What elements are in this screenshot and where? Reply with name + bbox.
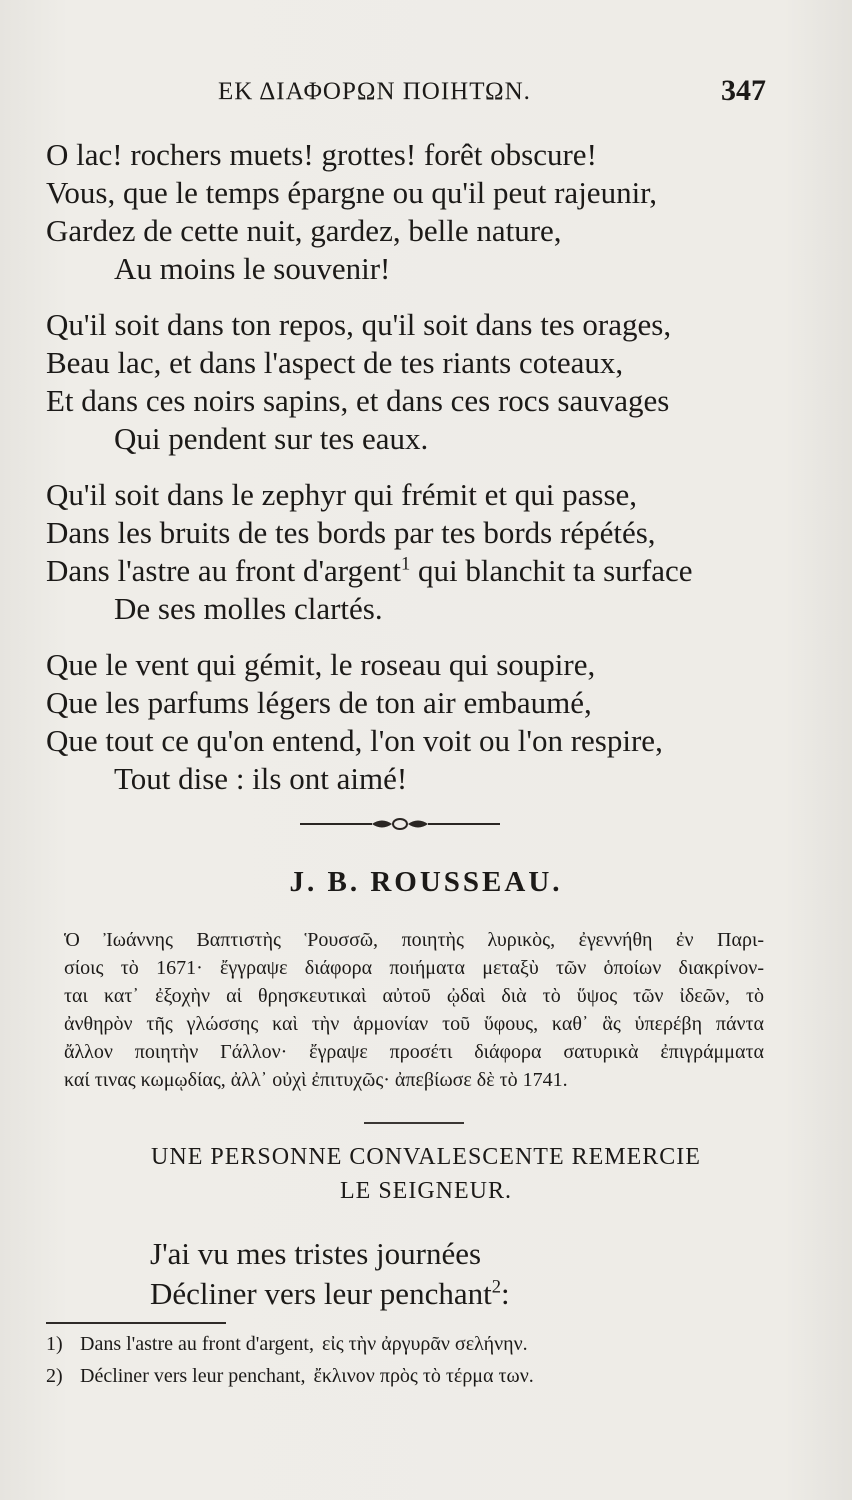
stanza-2 [46, 306, 766, 458]
biography-line: Ὁ Ἰωάννης Βαπτιστὴς Ῥουσσῶ, ποιητὴς λυρικὸς, ἐγεννήθη ἐν Παρι- [64, 929, 764, 951]
stanza-3 [46, 476, 766, 628]
footnote-translation: ἔκλινον πρὸς τὸ τέρμα των. [313, 1365, 534, 1387]
biography-line: ἀνθηρὸν τῆς γλώσσης καὶ τὴν ἁρμονίαν τοῦ ὕφους, καθ᾽ ἃς ὑπερέβη πάντα [64, 1013, 764, 1035]
verse-line: De ses molles clartés. [114, 591, 383, 626]
verse-line: Dans les bruits de tes bords par tes bords répétés, [46, 515, 656, 550]
stanza-1 [46, 136, 766, 288]
page-header [46, 74, 766, 112]
section-divider [364, 1122, 464, 1124]
verse-line: Qu'il soit dans ton repos, qu'il soit dans tes orages, [46, 307, 672, 342]
footnote [46, 1360, 786, 1392]
verse-line: Qu'il soit dans le zephyr qui frémit et qui passe, [46, 477, 638, 512]
biography-line: ται κατ᾽ ἐξοχὴν αἱ θρησκευτικαὶ αὐτοῦ ᾠδαὶ διὰ τὸ ὕψος τῶν ἰδεῶν, τὸ [64, 985, 764, 1007]
verse-line: Qui pendent sur tes eaux. [114, 421, 429, 456]
verse-line: O lac! rochers muets! grottes! forêt obscure! [46, 137, 597, 172]
verse-text: Décliner vers leur penchant [150, 1276, 492, 1311]
biography-line: ἄλλον ποιητὴν Γάλλον· ἔγραψε προσέτι διάφορα σατυρικὰ ἐπιγράμματα [64, 1041, 764, 1063]
verse-line-with-footnote [46, 552, 766, 590]
verse-line: Et dans ces noirs sapins, et dans ces rocs sauvages [46, 383, 670, 418]
running-title: ΕΚ ΔΙΑΦΟΡΩΝ ΠΟΙΗΤΩΝ. [218, 78, 531, 105]
footnote-marker: 2) [46, 1365, 63, 1387]
footnote-text: Dans l'astre au front d'argent, [80, 1333, 314, 1355]
verse-line-with-footnote [150, 1274, 510, 1314]
footnote-reference: 1 [400, 553, 411, 575]
author-biography [64, 926, 764, 1094]
author-heading: J. B. ROUSSEAU. [289, 866, 563, 898]
footnote-reference: 2 [491, 1276, 501, 1298]
verse-line: Gardez de cette nuit, gardez, belle nature, [46, 213, 562, 248]
stanza-4 [46, 646, 766, 798]
footnote-separator [46, 1322, 226, 1324]
verse-line: J'ai vu mes tristes journées [150, 1236, 482, 1271]
poem-le-lac [46, 136, 766, 816]
verse-text-tail: : [501, 1276, 510, 1311]
verse-line: Que tout ce qu'on entend, l'on voit ou l'on respire, [46, 723, 663, 758]
poem-title-line: LE SEIGNEUR. [340, 1178, 512, 1204]
ornamental-divider [300, 814, 500, 834]
page-number: 347 [721, 74, 766, 107]
footnote-marker: 1) [46, 1333, 63, 1355]
biography-line: καί τινας κωμῳδίας, ἀλλ᾽ οὐχὶ ἐπιτυχῶς· ἀπεβίωσε δὲ τὸ 1741. [64, 1069, 568, 1091]
biography-line: σίοις τὸ 1671· ἔγγραψε διάφορα ποιήματα μεταξὺ τῶν ὁποίων διακρίνον- [64, 957, 764, 979]
verse-line: Beau lac, et dans l'aspect de tes riants coteaux, [46, 345, 624, 380]
footnotes [46, 1328, 786, 1392]
verse-line: Vous, que le temps épargne ou qu'il peut rajeunir, [46, 175, 658, 210]
verse-text: Dans l'astre au front d'argent [46, 553, 401, 588]
verse-line: Que le vent qui gémit, le roseau qui soupire, [46, 647, 596, 682]
footnote-translation: εἰς τὴν ἀργυρᾶν σελήνην. [321, 1333, 528, 1355]
footnote-text: Décliner vers leur penchant, [80, 1365, 306, 1387]
verse-text-tail: qui blanchit ta surface [410, 553, 693, 588]
poem-title [0, 1140, 852, 1208]
verse-line: Au moins le souvenir! [114, 251, 391, 286]
verse-line: Que les parfums légers de ton air embaumé, [46, 685, 592, 720]
poem-convalescente [150, 1234, 510, 1314]
poem-title-line: UNE PERSONNE CONVALESCENTE REMERCIE [151, 1144, 701, 1170]
verse-line: Tout dise : ils ont aimé! [114, 761, 408, 796]
footnote [46, 1328, 786, 1360]
